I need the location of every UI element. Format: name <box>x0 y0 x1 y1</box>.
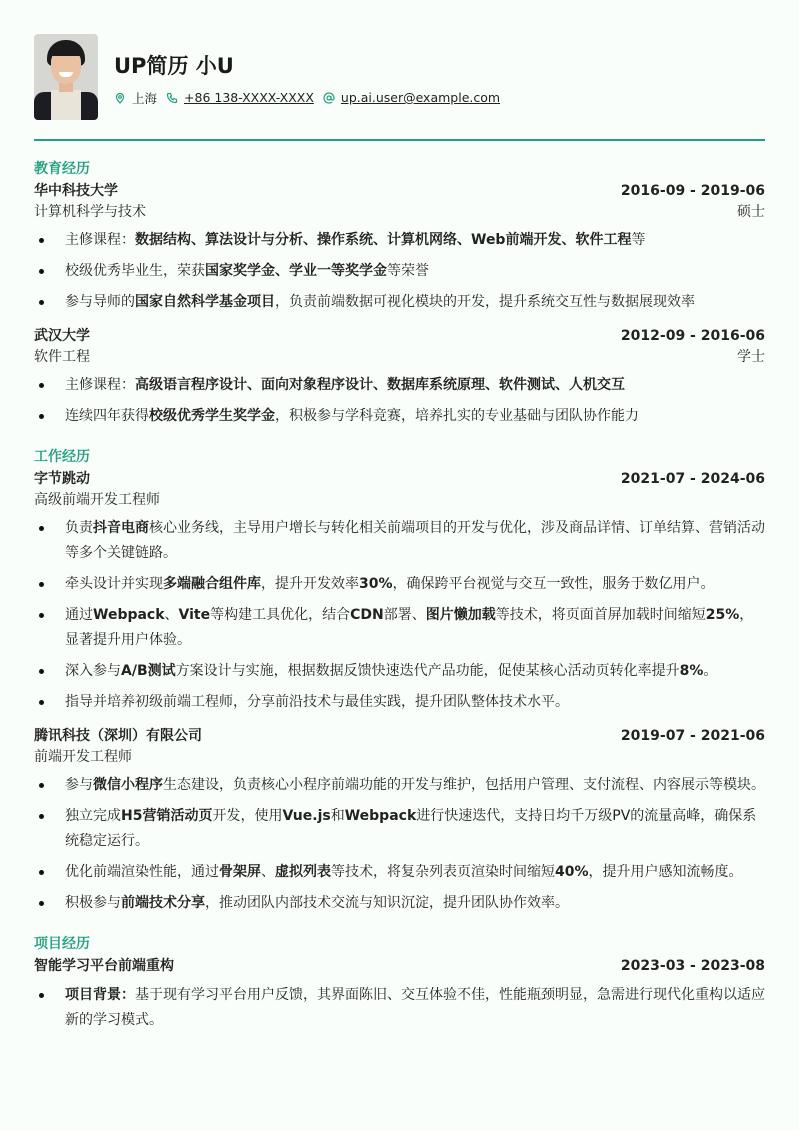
bullet-item <box>34 891 765 916</box>
entry-subtitle: 前端开发工程师 <box>34 748 132 765</box>
email-link[interactable]: up.ai.user@example.com <box>340 90 501 105</box>
section-title: 项目经历 <box>34 935 90 952</box>
text: ，推动团队内部技术交流与知识沉淀，提升团队协作效率。 <box>205 894 569 911</box>
text: 主修课程： <box>65 376 135 393</box>
bullet-item <box>34 290 765 315</box>
bullet-item <box>34 860 765 885</box>
location <box>114 89 157 107</box>
text: 。 <box>703 662 718 679</box>
entry-title: 武汉大学 <box>34 327 90 344</box>
bold-text: 40% <box>555 863 589 880</box>
text: 和 <box>330 807 345 824</box>
text: 独立完成 <box>65 807 121 824</box>
text: ，提升开发效率 <box>261 575 359 592</box>
bold-text: 国家自然科学基金项目 <box>135 293 275 310</box>
text: 核心业务线，主导用户增长与转化相关前端项目的开发与优化，涉及商品详情、订单结算、营销活动等多个关键链路。 <box>65 519 765 561</box>
bold-text: 微信小程序 <box>93 776 163 793</box>
text: 主修课程： <box>65 231 135 248</box>
bold-text: CDN <box>350 606 384 623</box>
bullet-item <box>34 804 765 854</box>
text: 方案设计与实施，根据数据反馈快速迭代产品功能，促使某核心活动页转化率提升 <box>175 662 680 679</box>
entry <box>34 955 765 1033</box>
contact-row <box>114 89 509 107</box>
entry-header <box>34 725 765 747</box>
entry <box>34 725 765 916</box>
text: 指导并培养初级前端工程师，分享前沿技术与最佳实践，提升团队整体技术水平。 <box>65 693 569 710</box>
bold-text: 虚拟列表 <box>275 863 331 880</box>
text: 等 <box>631 231 646 248</box>
text: 等荣誉 <box>387 262 429 279</box>
text: 连续四年获得 <box>65 407 149 424</box>
text: ，显著提升用户体验。 <box>65 606 754 648</box>
entry-subtitle-row <box>34 490 765 510</box>
bold-text: Webpack <box>344 807 417 824</box>
entry-date: 2012-09 - 2016-06 <box>620 327 765 344</box>
bold-text: 校级优秀学生奖学金 <box>149 407 275 424</box>
entry-degree: 学士 <box>737 348 765 365</box>
header-divider <box>34 139 765 141</box>
entry-title: 智能学习平台前端重构 <box>34 957 174 974</box>
entry <box>34 325 765 429</box>
entry-date: 2019-07 - 2021-06 <box>620 727 765 744</box>
location-text: 上海 <box>132 90 158 106</box>
text: ，负责前端数据可视化模块的开发，提升系统交互性与数据展现效率 <box>275 293 695 310</box>
entry <box>34 180 765 315</box>
text: 优化前端渲染性能，通过 <box>65 863 219 880</box>
bold-text: 30% <box>359 575 393 592</box>
bullet-item <box>34 983 765 1033</box>
bold-text: 项目背景： <box>65 986 135 1003</box>
entry-degree: 硕士 <box>737 203 765 220</box>
entry-title: 腾讯科技（深圳）有限公司 <box>34 727 202 744</box>
bold-text: 数据结构、算法设计与分析、操作系统、计算机网络、Web前端开发、软件工程 <box>135 231 632 248</box>
entry-subtitle-row <box>34 347 765 367</box>
bold-text: 多端融合组件库 <box>163 575 261 592</box>
bullet-item <box>34 773 765 798</box>
text: 负责 <box>65 519 93 536</box>
entry-title: 字节跳动 <box>34 470 90 487</box>
bold-text: H5营销活动页 <box>121 807 213 824</box>
text: 进行快速迭代，支持日均千万级PV的流量高峰，确保系统稳定运行。 <box>65 807 757 849</box>
text: 开发，使用 <box>212 807 283 824</box>
text: 、 <box>164 606 179 623</box>
bullet-item <box>34 373 765 398</box>
email <box>323 90 500 105</box>
entry-subtitle-row <box>34 202 765 222</box>
entry-date: 2016-09 - 2019-06 <box>620 182 765 199</box>
entry-header <box>34 468 765 490</box>
entry-header <box>34 180 765 202</box>
text: 基于现有学习平台用户反馈，其界面陈旧、交互体验不佳，性能瓶颈明显，急需进行现代化重构以适应新的学习模式。 <box>65 986 765 1028</box>
bold-text: 抖音电商 <box>93 519 149 536</box>
text: 积极参与 <box>65 894 121 911</box>
bullet-list <box>34 516 765 715</box>
bullet-item <box>34 228 765 253</box>
text: 牵头设计并实现 <box>65 575 163 592</box>
location-pin-icon <box>114 92 126 104</box>
entry-title: 华中科技大学 <box>34 182 118 199</box>
entry-date: 2023-03 - 2023-08 <box>620 957 765 974</box>
text: ，提升用户感知流畅度。 <box>588 863 743 880</box>
text: 等技术，将页面首屏加载时间缩短 <box>495 606 706 623</box>
text: 等技术，将复杂列表页渲染时间缩短 <box>331 863 555 880</box>
entry-header <box>34 955 765 977</box>
resume-page <box>34 34 765 1039</box>
bold-text: 8% <box>679 662 704 679</box>
entry-header <box>34 325 765 347</box>
bold-text: 国家奖学金、学业一等奖学金 <box>205 262 387 279</box>
phone <box>166 90 314 105</box>
text: 深入参与 <box>65 662 121 679</box>
bullet-item <box>34 572 765 597</box>
entry-subtitle-row <box>34 747 765 767</box>
bold-text: 前端技术分享 <box>121 894 205 911</box>
entry-subtitle: 软件工程 <box>34 348 90 365</box>
text: 、 <box>261 863 275 880</box>
phone-icon <box>166 92 178 104</box>
bullet-list <box>34 773 765 916</box>
text: ，确保跨平台视觉与交互一致性，服务于数亿用户。 <box>392 575 715 592</box>
bold-text: Webpack <box>93 606 165 623</box>
text: 等构建工具优化，结合 <box>210 606 351 623</box>
bullet-list <box>34 373 765 429</box>
bold-text: 骨架屏 <box>219 863 261 880</box>
section-education <box>34 159 765 429</box>
entry-date: 2021-07 - 2024-06 <box>620 470 765 487</box>
text: 通过 <box>65 606 93 623</box>
text: 校级优秀毕业生，荣获 <box>65 262 205 279</box>
bullet-item <box>34 404 765 429</box>
avatar <box>34 34 98 120</box>
resume-header <box>34 34 765 120</box>
bullet-item <box>34 659 765 684</box>
bold-text: 25% <box>705 606 740 623</box>
bullet-item <box>34 603 765 653</box>
entry <box>34 468 765 715</box>
text: 部署、 <box>383 606 426 623</box>
entry-subtitle: 计算机科学与技术 <box>34 203 146 220</box>
text: ，积极参与学科竞赛，培养扎实的专业基础与团队协作能力 <box>275 407 639 424</box>
bullet-item <box>34 259 765 284</box>
bullet-item <box>34 516 765 566</box>
section-projects <box>34 934 765 1033</box>
section-title: 工作经历 <box>34 448 90 465</box>
candidate-name: UP简历 小U <box>114 53 234 78</box>
text: 生态建设，负责核心小程序前端功能的开发与维护，包括用户管理、支付流程、内容展示等模块。 <box>163 776 765 793</box>
bold-text: 高级语言程序设计、面向对象程序设计、数据库系统原理、软件测试、人机交互 <box>135 376 625 393</box>
bold-text: Vue.js <box>282 807 331 824</box>
bold-text: A/B测试 <box>121 662 176 679</box>
bullet-list <box>34 983 765 1033</box>
text: 参与导师的 <box>65 293 135 310</box>
bold-text: Vite <box>178 606 211 623</box>
section-work <box>34 447 765 916</box>
bullet-list <box>34 228 765 315</box>
phone-link[interactable]: +86 138-XXXX-XXXX <box>184 90 314 105</box>
section-title: 教育经历 <box>34 160 90 177</box>
bullet-item <box>34 690 765 715</box>
bold-text: 图片懒加载 <box>425 606 496 623</box>
at-sign-icon <box>323 92 335 104</box>
text: 参与 <box>65 776 93 793</box>
entry-subtitle: 高级前端开发工程师 <box>34 491 160 508</box>
